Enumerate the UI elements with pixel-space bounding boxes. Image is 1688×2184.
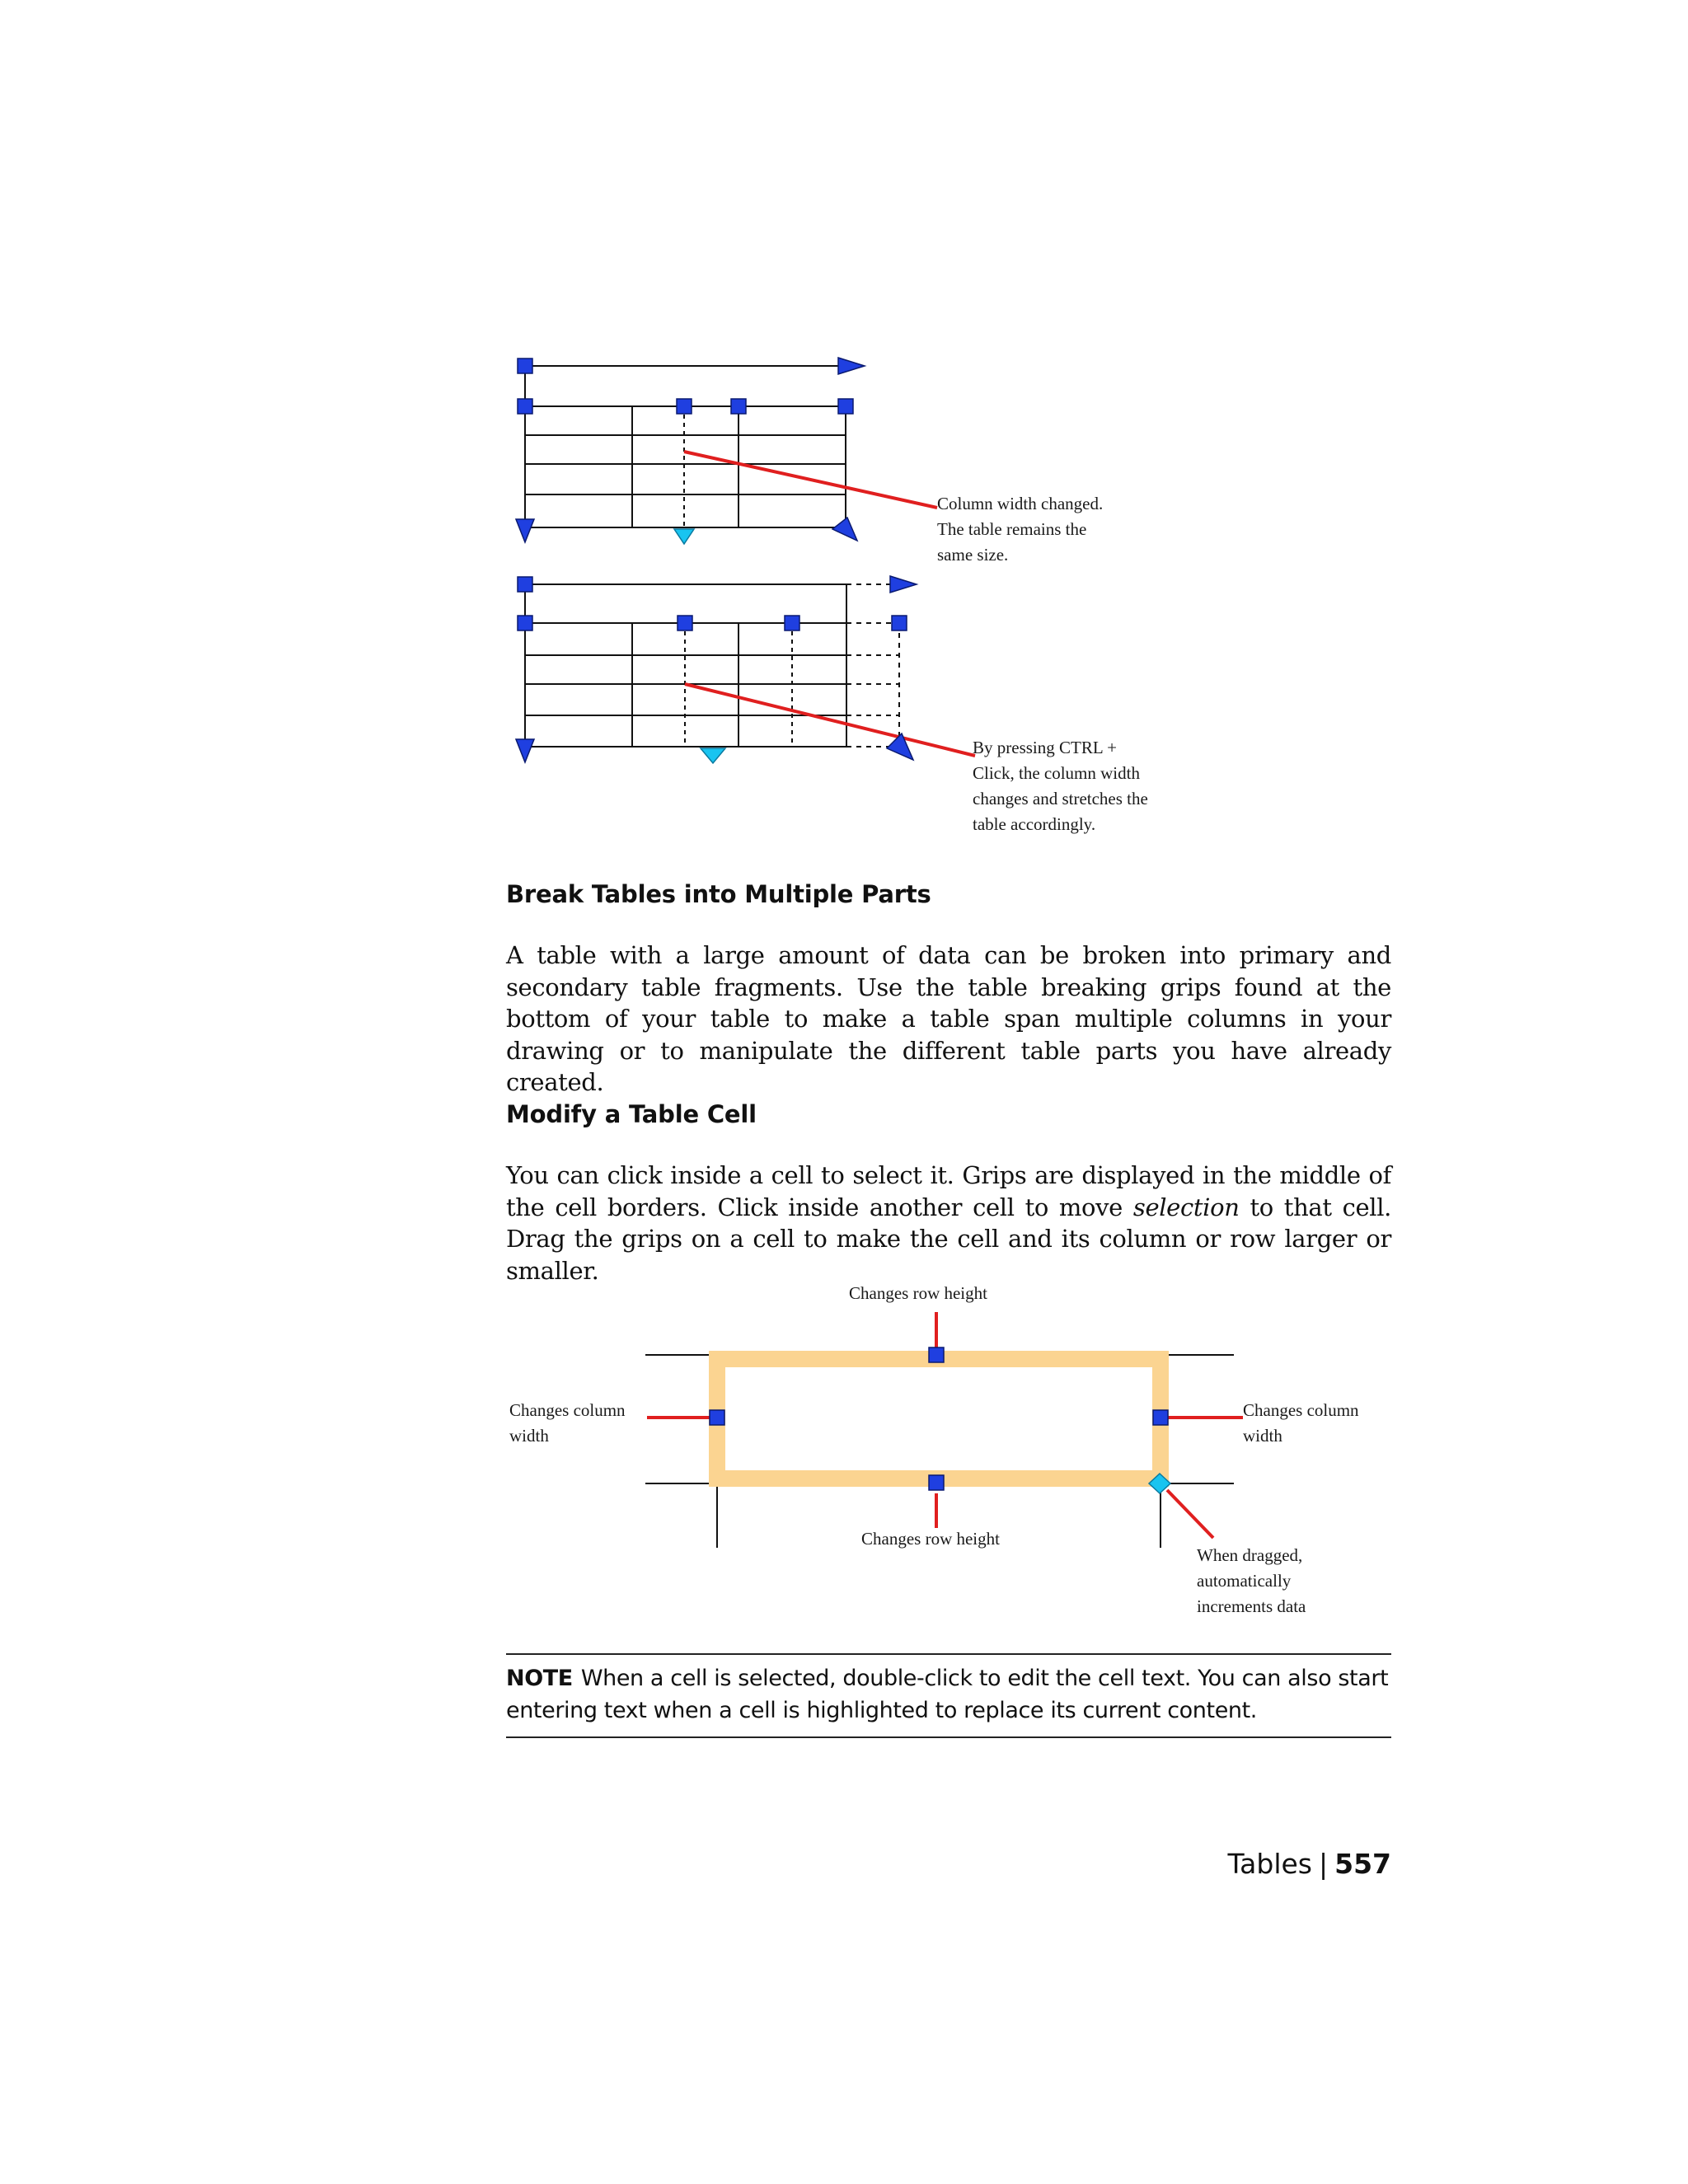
label-row-height-top: Changes row height [849,1283,987,1303]
callout-bottom-line-3: changes and stretches the [973,789,1148,808]
grip-right[interactable] [1153,1410,1168,1425]
label-column-width-left: Changes column width [509,1400,626,1446]
callout-top [937,494,1107,565]
section-body-break-tables: A table with a large amount of data can be broken into primary and secondary table fragments. Use the table breaking grips found at the bottom of your table to make a table span multiple columns in your drawing or to manipulate the different table parts you have already created. [506,941,1391,1096]
page-number: 557 [1334,1848,1391,1880]
body-text-part-2: to that cell. Drag the grips on a cell to make the cell and its column or row larger or smaller. [506,1193,1391,1285]
callout-bottom-line-1: By pressing CTRL + [973,738,1117,757]
grip-top[interactable] [929,1347,944,1362]
section-heading-break-tables: Break Tables into Multiple Parts [506,880,931,908]
leader-line-top [684,452,937,508]
callout-bottom-line-2: Click, the column width [973,763,1140,783]
column-width-diagram [495,346,1269,849]
label-column-width-right: Changes column width [1243,1400,1359,1446]
leader-line-bottom [685,684,975,756]
cell-grips-diagram [503,1276,1393,1622]
cell-grips-figure [503,1276,1393,1622]
grip-bottom[interactable] [929,1475,944,1490]
footer-separator: | [1318,1848,1329,1880]
callout-bottom [973,738,1152,834]
column-width-figure [495,346,1269,849]
section-body-modify-cell [506,1160,1391,1286]
callout-top-line-1: Column width changed. [937,494,1104,513]
footer-section-name: Tables [1227,1848,1312,1880]
note-text: When a cell is selected, double-click to edit the cell text. You can also start entering text when a cell is highlighted to replace its current content. [506,1666,1389,1723]
note-box [506,1653,1391,1738]
callout-bottom-line-4: table accordingly. [973,814,1096,834]
body-text-italic: selection [1132,1193,1240,1221]
grips-before [516,358,865,544]
body-text-part-1: You can click inside a cell to select it. Grips are displayed in the middle of the cell borders. Click inside another cell to move [506,1161,1391,1221]
grips-after [516,576,917,763]
callout-top-line-2: The table remains the [937,519,1087,539]
callout-top-line-3: same size. [937,545,1009,565]
grip-left[interactable] [710,1410,724,1425]
cell-frame-lines [645,1355,1234,1548]
page-footer [1227,1848,1391,1880]
section-heading-modify-cell: Modify a Table Cell [506,1100,757,1128]
label-row-height-bottom: Changes row height [861,1529,1000,1549]
selected-cell-highlight [717,1359,1160,1479]
table-before [525,366,846,527]
label-corner-grip: When dragged, automatically increments data [1197,1545,1306,1616]
note-label: NOTE [506,1666,573,1691]
